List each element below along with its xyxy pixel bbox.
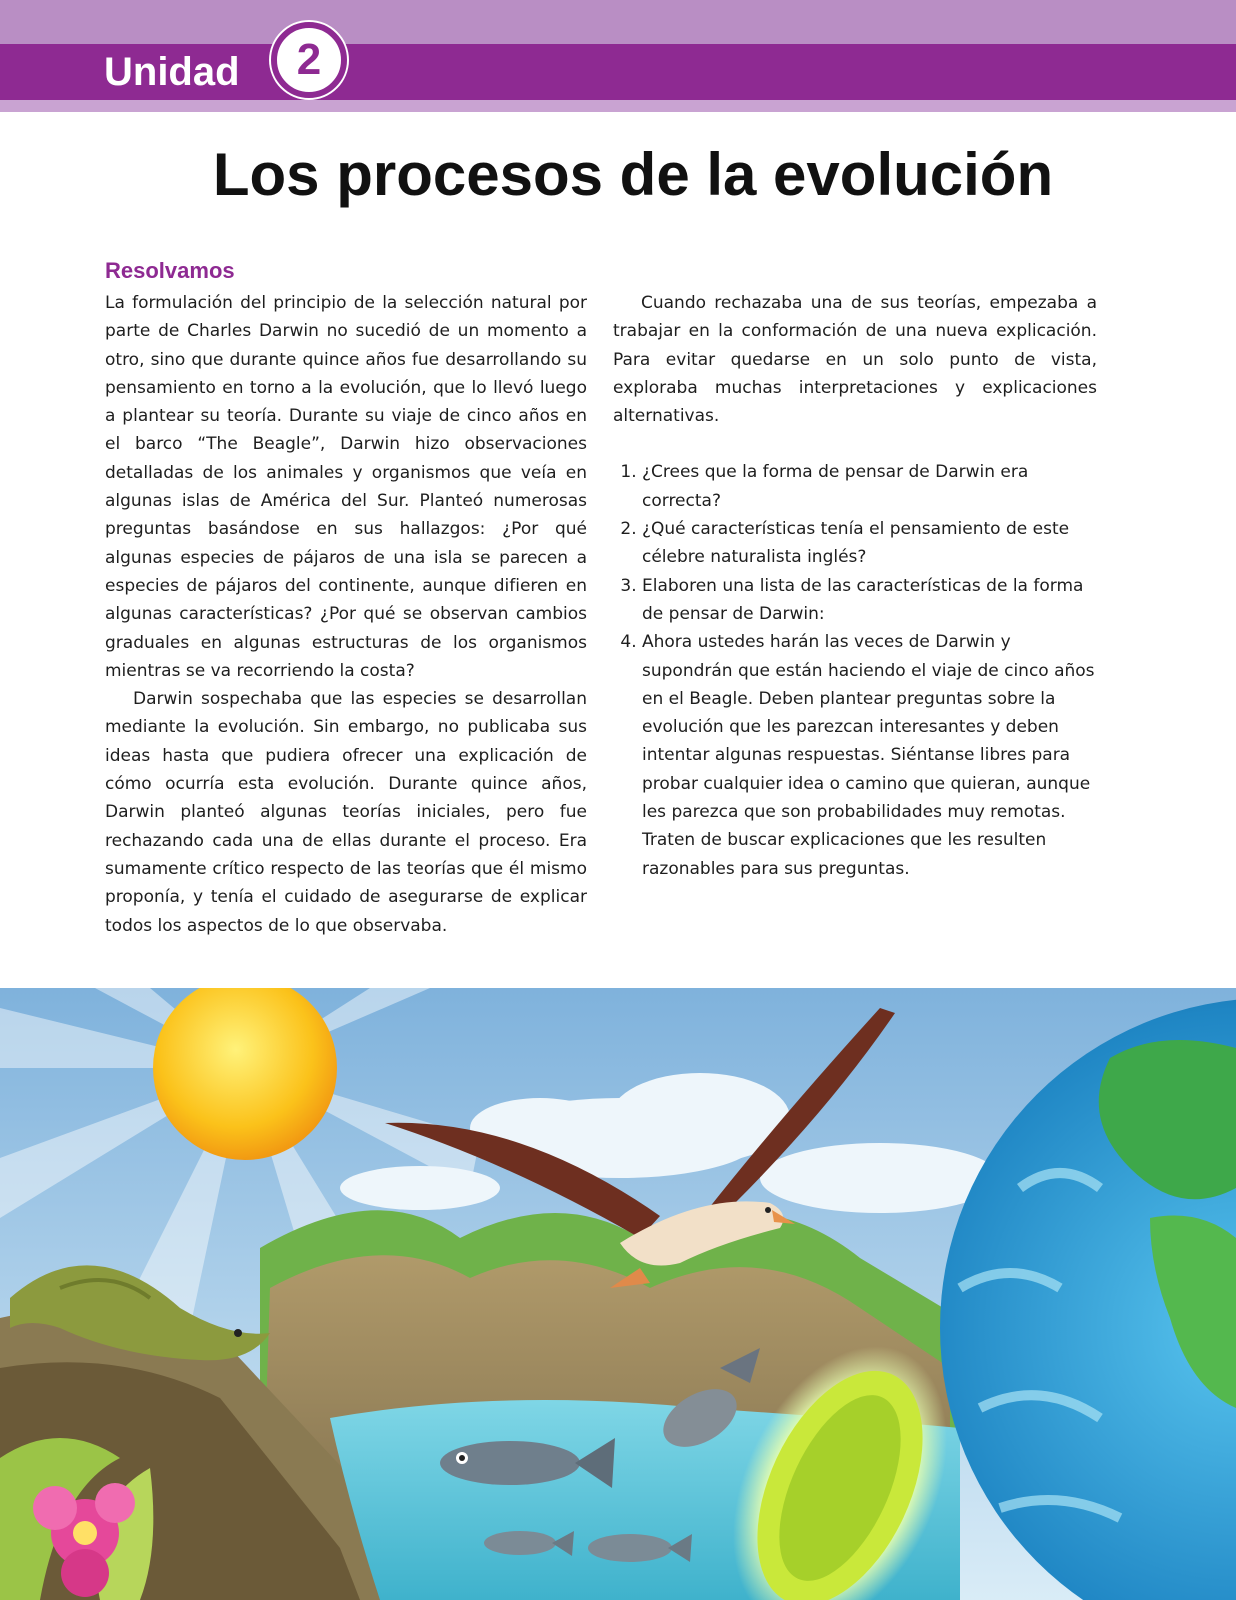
right-column [613, 289, 1097, 883]
paragraph-3: Cuando rechazaba una de sus teorías, empezaba a trabajar en la conformación de una nueva explicación. Para evitar quedarse en un solo punto de vista, exploraba muchas interpretaciones y explicaciones alternativas. [613, 293, 1097, 427]
section-heading: Resolvamos [105, 258, 235, 283]
question-item: 2. ¿Qué características tenía el pensamiento de este célebre naturalista inglés? [642, 515, 1097, 572]
header-band-underline [0, 100, 1236, 112]
question-item: 4. Ahora ustedes harán las veces de Darwin y supondrán que están haciendo el viaje de cinco años en el Beagle. Deben plantear preguntas sobre la evolución que les parezcan interesantes y deben intentar algunas respuestas. Siéntanse libres para probar cualquier idea o camino que quieran, aunque les parezca que son probabilidades muy remotas. Traten de buscar explicaciones que les resulten razonables para sus preguntas. [642, 628, 1097, 883]
evolution-illustration [0, 988, 1236, 1600]
header-band-light [0, 0, 1236, 44]
left-column [105, 289, 587, 940]
page-title: Los procesos de la evolución [212, 141, 1054, 208]
question-item: 3. Elaboren una lista de las características de la forma de pensar de Darwin: [642, 572, 1097, 629]
questions-list [613, 458, 1097, 882]
unit-number: 2 [296, 35, 322, 84]
unit-number-badge [271, 22, 347, 98]
paragraph-2: Darwin sospechaba que las especies se desarrollan mediante la evolución. Sin embargo, no publicaba sus ideas hasta que pudiera ofrecer una explicación de cómo ocurría esta evolución. Durante quince años, Darwin planteó algunas teorías iniciales, pero fue rechazando cada una de ellas durante el proceso. Era sumamente crítico respecto de las teorías que él mismo proponía, y tenía el cuidado de asegurarse de explicar todos los aspectos de lo que observaba. [105, 689, 587, 936]
question-item: 1. ¿Crees que la forma de pensar de Darwin era correcta? [642, 458, 1097, 515]
unit-label: Unidad [104, 50, 240, 94]
paragraph-1: La formulación del principio de la selección natural por parte de Charles Darwin no sucedió de un momento a otro, sino que durante quince años fue desarrollando su pensamiento en torno a la evolución, que lo llevó luego a plantear su teoría. Durante su viaje de cinco años en el barco “The Beagle”, Darwin hizo observaciones detalladas de los animales y organismos que veía en algunas islas de América del Sur. Planteó numerosas preguntas basándose en sus hallazgos: ¿Por qué algunas especies de pájaros de una isla se parecen a especies de pájaros del continente, aunque difieren en algunas características? ¿Por qué se observan cambios graduales en algunas estructuras de los organismos mientras se va recorriendo la costa? [105, 293, 587, 681]
